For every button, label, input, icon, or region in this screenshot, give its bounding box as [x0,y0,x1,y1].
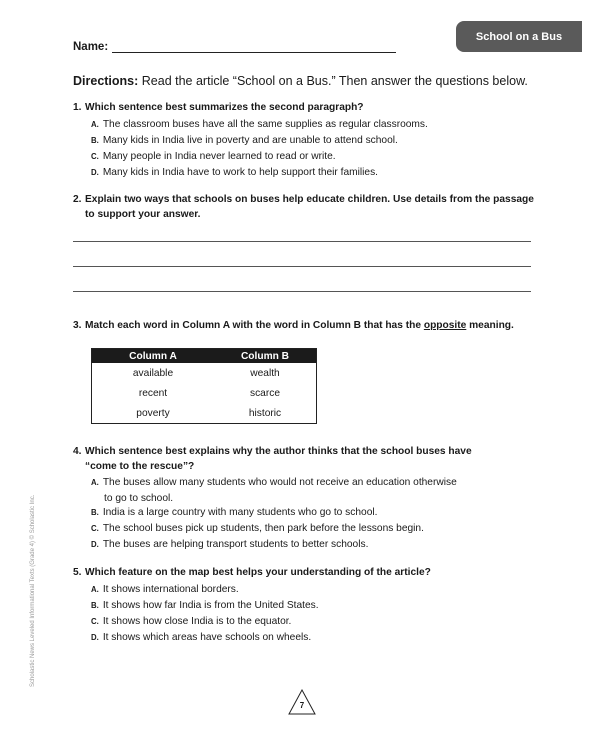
q4-option-a[interactable] [91,475,457,507]
question-text: Which sentence best summarizes the second paragraph? [85,102,364,113]
question-text: Match each word in Column A with the word in Column B that has the [85,320,424,331]
column-a-header: Column A [92,349,215,364]
option-letter: D. [91,633,99,642]
table-cell: wealth [250,367,280,379]
question-text-cont: “come to the rescue”? [85,461,195,472]
option-text: Many kids in India have to work to help support their families. [102,167,379,178]
table-cell: poverty [136,407,170,419]
option-text: The buses are helping transport students to better schools. [102,539,369,550]
q5-option-c[interactable] [91,614,291,630]
q1-option-a[interactable] [91,117,428,133]
underlined-word: opposite [423,320,467,331]
q4-option-c[interactable] [91,521,424,537]
match-table [91,348,317,424]
table-row [92,383,317,403]
table-header-row [92,349,317,364]
name-row [73,40,396,53]
question-text: Which feature on the map best helps your understanding of the article? [85,567,431,578]
option-text: Many kids in India live in poverty and are unable to attend school. [102,135,398,146]
question-2 [73,192,534,222]
option-letter: B. [91,508,99,517]
column-b-header: Column B [214,349,317,364]
option-letter: B. [91,136,99,145]
table-cell: historic [248,407,282,419]
question-number: 4. [73,446,82,457]
answer-line-2[interactable] [73,266,531,267]
option-text: It shows how far India is from the United States. [102,600,319,611]
question-text: Explain two ways that schools on buses help educate children. Use details from the passage [85,194,534,205]
page-number [288,689,316,715]
q5-option-b[interactable] [91,598,319,614]
question-1 [73,100,364,115]
option-text: The classroom buses have all the same supplies as regular classrooms. [102,119,428,130]
table-cell: available [132,367,174,379]
q1-option-b[interactable] [91,133,398,149]
table-cell: scarce [249,387,280,399]
option-letter: C. [91,152,99,161]
q1-option-c[interactable] [91,149,336,165]
option-letter: D. [91,540,99,549]
option-letter: D. [91,168,99,177]
table-cell: recent [138,387,168,399]
title-tab: School on a Bus [456,21,582,52]
answer-line-1[interactable] [73,241,531,242]
page-number-text: 7 [299,701,305,710]
copyright-side-text: Scholastic News Leveled Informational Texts (Grade 4) © Scholastic Inc. [30,494,36,687]
question-number: 2. [73,194,82,205]
option-text: It shows which areas have schools on wheels. [102,632,312,643]
question-4 [73,444,472,474]
question-3 [73,318,514,333]
q4-option-d[interactable] [91,537,368,553]
option-text: The buses allow many students who would not receive an education otherwise [102,477,457,488]
question-number: 5. [73,567,82,578]
q4-option-b[interactable] [91,505,377,521]
option-text: Many people in India never learned to read or write. [102,151,336,162]
option-text: It shows how close India is to the equator. [102,616,292,627]
option-letter: C. [91,524,99,533]
option-text: India is a large country with many students who go to school. [102,507,378,518]
question-text-cont: to support your answer. [85,209,201,220]
directions [73,74,528,88]
directions-text: Read the article “School on a Bus.” Then answer the questions below. [138,74,528,88]
option-text: It shows international borders. [102,584,239,595]
option-text: The school buses pick up students, then park before the lessons begin. [102,523,424,534]
question-number: 3. [73,320,82,331]
name-label: Name: [73,41,109,53]
q5-option-d[interactable] [91,630,311,646]
option-letter: A. [91,120,99,129]
answer-line-3[interactable] [73,291,531,292]
option-letter: A. [91,585,99,594]
directions-label: Directions: [73,74,139,88]
option-letter: B. [91,601,99,610]
table-row [92,363,317,383]
question-number: 1. [73,102,82,113]
q5-option-a[interactable] [91,582,239,598]
option-letter: A. [91,478,99,487]
name-input-line[interactable] [112,40,396,53]
table-row [92,403,317,424]
option-letter: C. [91,617,99,626]
question-5 [73,565,431,580]
q1-option-d[interactable] [91,165,378,181]
option-text-cont: to go to school. [104,493,174,504]
question-text-end: meaning. [466,320,514,331]
question-text: Which sentence best explains why the author thinks that the school buses have [85,446,472,457]
